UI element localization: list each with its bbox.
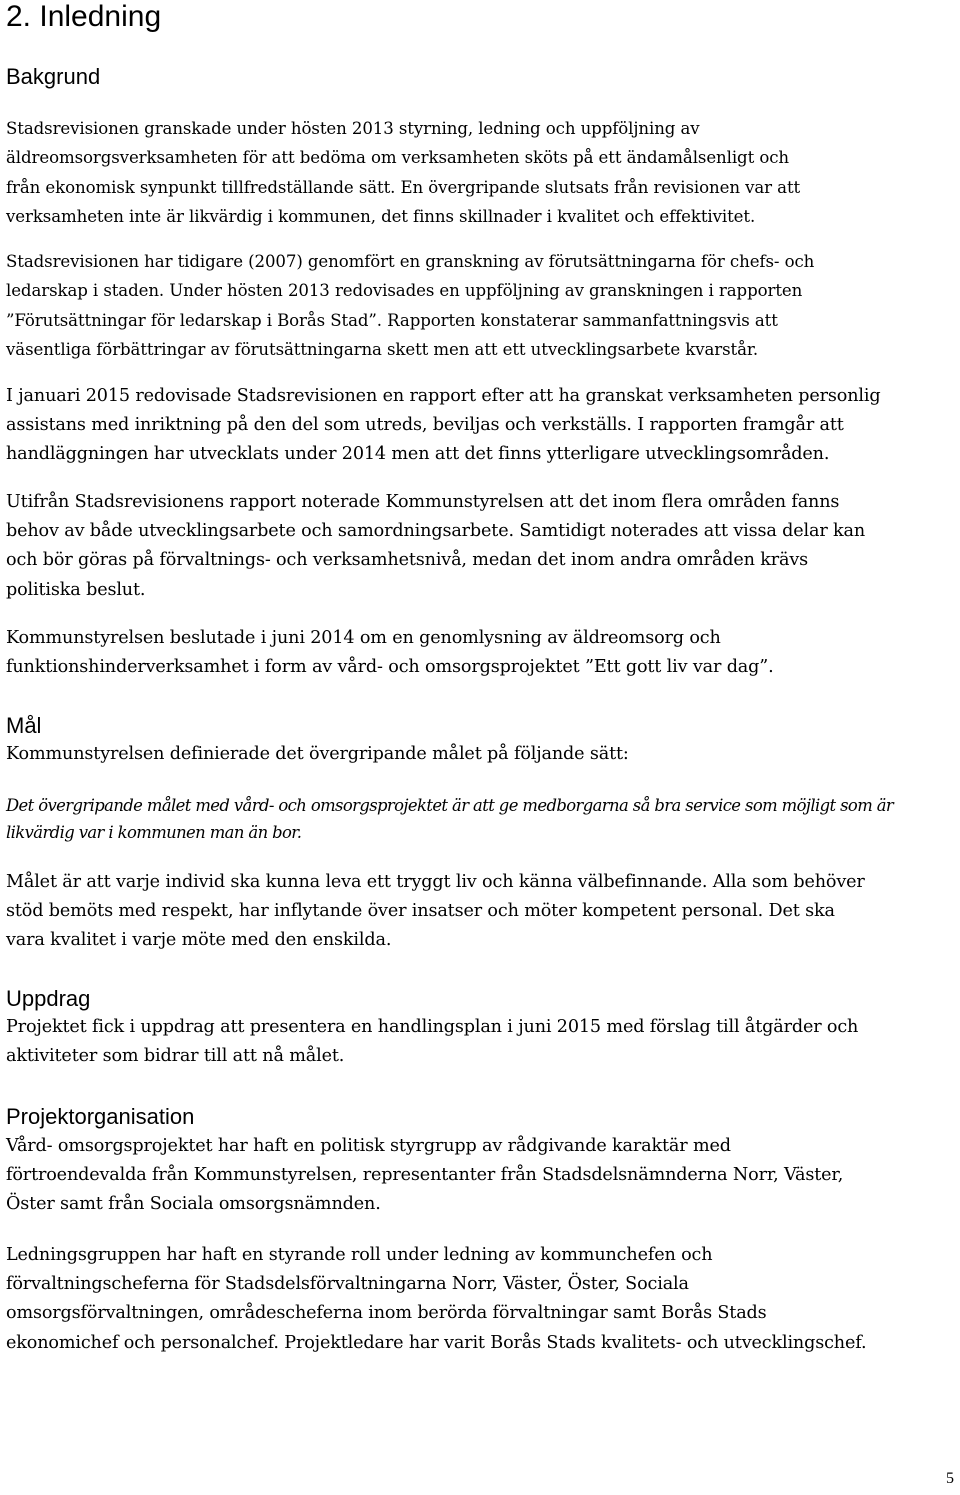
- section-heading-projektorganisation: Projektorganisation: [6, 1104, 195, 1129]
- section-heading-mal: Mål: [6, 713, 42, 738]
- mal-paragraph-1: Kommunstyrelsen definierade det övergripande målet på följande sätt:: [6, 744, 629, 764]
- bakgrund-paragraph-3: I januari 2015 redovisade Stadsrevisionen en rapport efter att ha granskat verksamheten personlig assistans med inriktning på den del som utreds, beviljas och verkställs. I rapporten framgår att handläggningen har utvecklats under 2014 men att det finns ytterligare utvecklingsområden.: [6, 386, 881, 465]
- projektorganisation-paragraph-2: Ledningsgruppen har haft en styrande roll under ledning av kommunchefen och förvaltningscheferna för Stadsdelsförvaltningarna Norr, Väster, Öster, Sociala omsorgsförvaltningen, områdescheferna inom berörda förvaltningar samt Borås Stads ekonomichef och personalchef. Projektledare har varit Borås Stads kvalitets- och utvecklingschef.: [6, 1245, 867, 1353]
- bakgrund-paragraph-5: Kommunstyrelsen beslutade i juni 2014 om en genomlysning av äldreomsorg och funktionshinderverksamhet i form av vård- och omsorgsprojektet ”Ett gott liv var dag”.: [6, 628, 774, 678]
- bakgrund-paragraph-2: Stadsrevisionen har tidigare (2007) genomfört en granskning av förutsättningarna för chefs- och ledarskap i staden. Under hösten 2013 redovisades en uppföljning av granskningen i rapporten ”Förutsättningar för ledarskap i Borås Stad”. Rapporten konstaterar sammanfattningsvis att väsentliga förbättringar av förutsättningarna skett men att ett utvecklingsarbete kvarstår.: [6, 252, 815, 359]
- mal-quote: Det övergripande målet med vård- och omsorgsprojektet är att ge medborgarna så bra service som möjligt som är likvärdig var i kommunen man än bor.: [6, 796, 894, 842]
- chapter-heading: 2. Inledning: [6, 0, 162, 33]
- mal-paragraph-2: Målet är att varje individ ska kunna leva ett tryggt liv och känna välbefinnande. Alla som behöver stöd bemöts med respekt, har inflytande över insatser och möter kompetent personal. Det ska vara kvalitet i varje möte med den enskilda.: [6, 872, 865, 951]
- bakgrund-paragraph-1: Stadsrevisionen granskade under hösten 2013 styrning, ledning och uppföljning av äldreomsorgsverksamheten för att bedöma om verksamheten sköts på ett ändamålsenligt och från ekonomisk synpunkt tillfredställande sätt. En övergripande slutsats från revisionen var att verksamheten inte är likvärdig i kommunen, det finns skillnader i kvalitet och effektivitet.: [6, 119, 801, 226]
- uppdrag-paragraph-1: Projektet fick i uppdrag att presentera en handlingsplan i juni 2015 med förslag till åtgärder och aktiviteter som bidrar till att nå målet.: [6, 1017, 859, 1067]
- section-heading-bakgrund: Bakgrund: [6, 64, 101, 89]
- page-number: 5: [946, 1470, 954, 1487]
- projektorganisation-paragraph-1: Vård- omsorgsprojektet har haft en politisk styrgrupp av rådgivande karaktär med förtroendevalda från Kommunstyrelsen, representanter från Stadsdelsnämnderna Norr, Väster, Öster samt från Sociala omsorgsnämnden.: [6, 1136, 844, 1215]
- section-heading-uppdrag: Uppdrag: [6, 986, 91, 1011]
- bakgrund-paragraph-4: Utifrån Stadsrevisionens rapport noterade Kommunstyrelsen att det inom flera områden fanns behov av både utvecklingsarbete och samordningsarbete. Samtidigt noterades att vissa delar kan och bör göras på förvaltnings- och verksamhetsnivå, medan det inom andra områden krävs politiska beslut.: [6, 492, 866, 600]
